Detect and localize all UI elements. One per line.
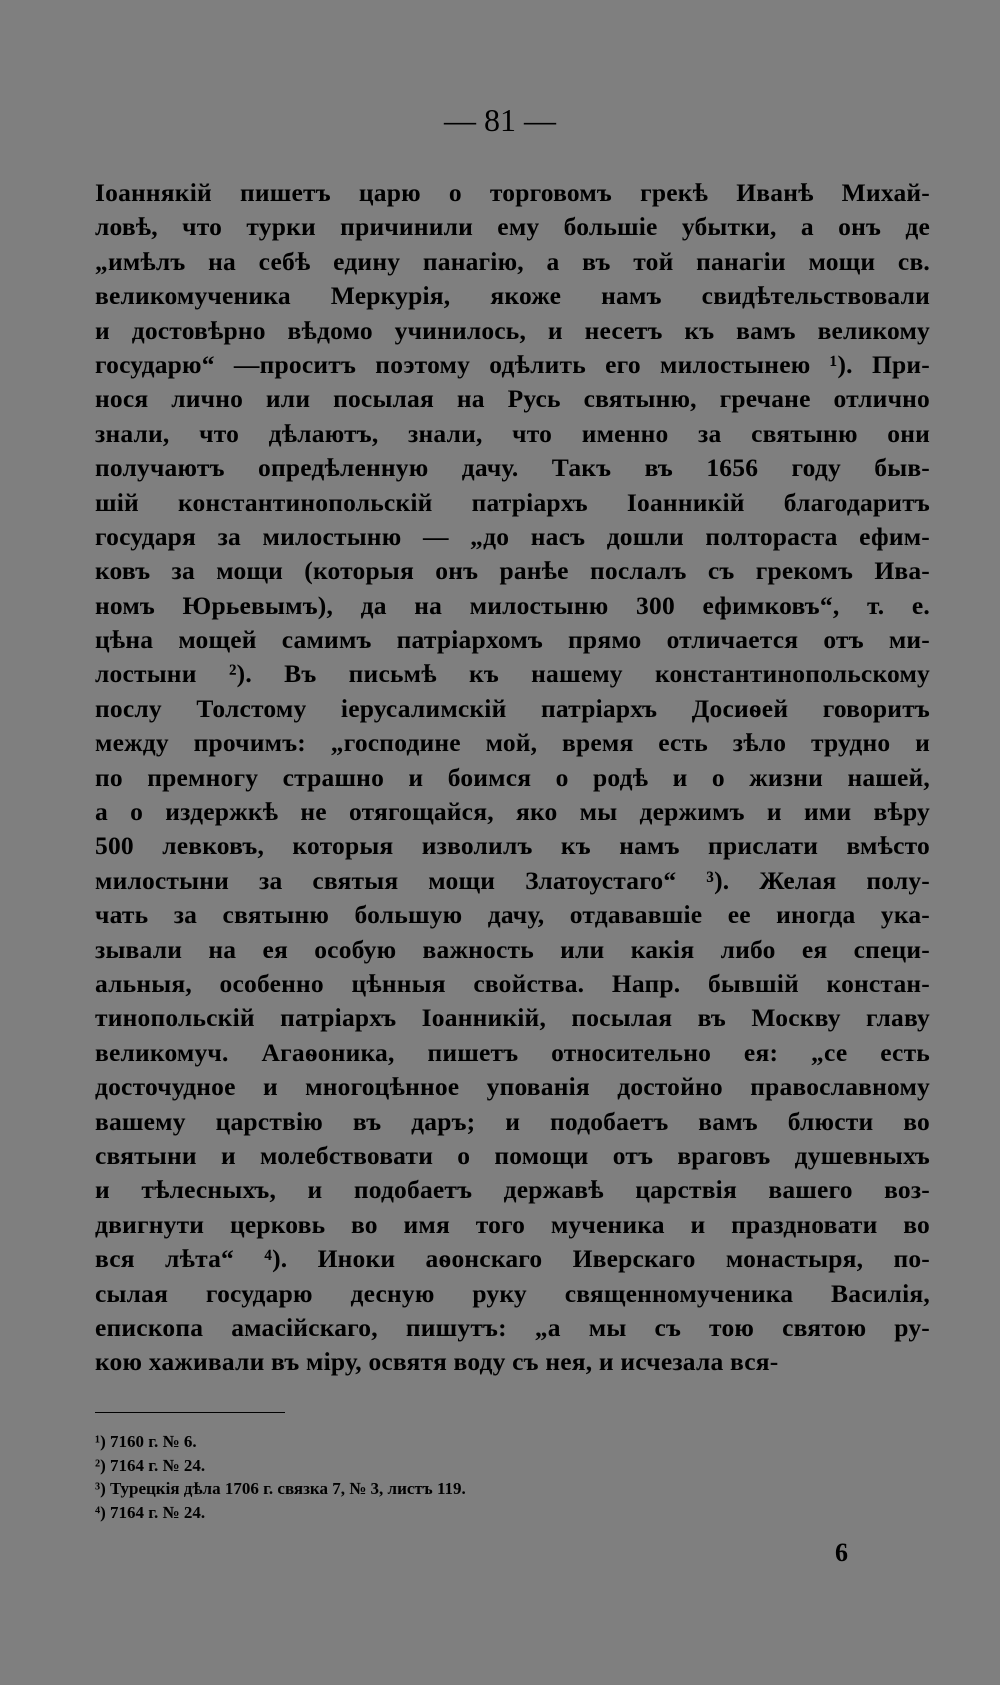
footnote: ³) Турецкія дѣла 1706 г. связка 7, № 3, листъ 119. [95, 1479, 466, 1498]
text-line: святыни и молебствовати о помощи отъ враговъ душевныхъ [95, 1140, 930, 1170]
text-line: альныя, особенно цѣнныя свойства. Напр. бывшій констан- [95, 968, 930, 998]
text-line: цѣна мощей самимъ патріархомъ прямо отличается отъ ми- [95, 625, 930, 655]
text-line: шій константинопольскій патріархъ Іоанникій благодаритъ [95, 487, 930, 517]
text-line: досточудное и многоцѣнное упованія достойно православному [95, 1072, 930, 1102]
text-line: а о издержкѣ не отягощайся, яко мы держимъ и ими вѣру [95, 797, 930, 827]
text-line: сылая государю десную руку священномученика Василія, [95, 1278, 930, 1308]
text-line: по премногу страшно и боимся о родѣ и о жизни нашей, [95, 762, 930, 792]
text-line: чать за святыню большую дачу, отдававшіе ее иногда ука- [95, 900, 930, 930]
body-text [95, 176, 930, 1380]
text-line: вашему царствію въ даръ; и подобаетъ вамъ блюсти во [95, 1106, 930, 1136]
text-line: тинопольскій патріархъ Іоанникій, посылая въ Москву главу [95, 1003, 930, 1033]
text-line: великомученика Меркурія, якоже намъ свидѣтельствовали [95, 281, 930, 311]
text-line: Іоаннякій пишетъ царю о торговомъ грекѣ Иванѣ Михай- [95, 178, 930, 207]
text-line: епископа амасійскаго, пишутъ: „а мы съ тою святою ру- [95, 1312, 930, 1342]
text-line: вся лѣта“ ⁴). Иноки аѳонскаго Иверскаго монастыря, по- [95, 1244, 930, 1274]
text-line: кою хаживали въ міру, освятя воду съ нея, и исчезала вся- [95, 1347, 779, 1377]
text-line: двигнути церковь во имя того мученика и праздновати во [95, 1209, 930, 1239]
text-line: и тѣлесныхъ, и подобаетъ державѣ царствія вашего воз- [95, 1175, 930, 1205]
footnotes [95, 1430, 466, 1524]
text-line: ковъ за мощи (которыя онъ ранѣе послалъ съ грекомъ Ива- [95, 556, 930, 586]
text-line: зывали на ея особую важность или какія либо ея специ- [95, 934, 930, 964]
text-line: 500 левковъ, которыя изволилъ къ намъ прислати вмѣсто [95, 831, 930, 861]
page-number: — 81 — [444, 102, 556, 138]
footnote: ¹) 7160 г. № 6. [95, 1432, 197, 1451]
footnote: ⁴) 7164 г. № 24. [95, 1502, 206, 1522]
text-line: номъ Юрьевымъ), да на милостыню 300 ефимковъ“, т. е. [95, 590, 930, 620]
footnote-rule [95, 1412, 285, 1413]
text-line: великомуч. Агаѳоника, пишетъ относительно ея: „се есть [95, 1037, 930, 1067]
text-line: между прочимъ: „господине мой, время есть зѣло трудно и [95, 728, 930, 758]
text-line: лостыни ²). Въ письмѣ къ нашему константинопольскому [95, 659, 930, 689]
text-line: получаютъ опредѣленную дачу. Такъ въ 1656 году быв- [95, 453, 930, 483]
text-line: ловѣ, что турки причинили ему большіе убытки, а онъ де [95, 212, 930, 242]
text-line: милостыни за святыя мощи Златоустаго“ ³). Желая полу- [95, 865, 930, 895]
footnote: ²) 7164 г. № 24. [95, 1455, 206, 1475]
text-line: послу Толстому іерусалимскій патріархъ Досиѳей говоритъ [95, 693, 930, 723]
text-line: „имѣлъ на себѣ едину панагію, а въ той панагіи мощи св. [95, 246, 930, 276]
text-line: нося лично или посылая на Русь святыню, гречане отлично [95, 384, 930, 414]
text-line: государя за милостыню — „до насъ дошли полтораста ефим- [95, 521, 930, 551]
signature-mark: 6 [835, 1538, 848, 1567]
text-line: государю“ —проситъ поэтому одѣлить его милостынею ¹). При- [95, 349, 930, 379]
text-line: знали, что дѣлаютъ, знали, что именно за святыню они [95, 418, 930, 448]
text-line: и достовѣрно вѣдомо учинилось, и несетъ къ вамъ великому [95, 315, 930, 345]
